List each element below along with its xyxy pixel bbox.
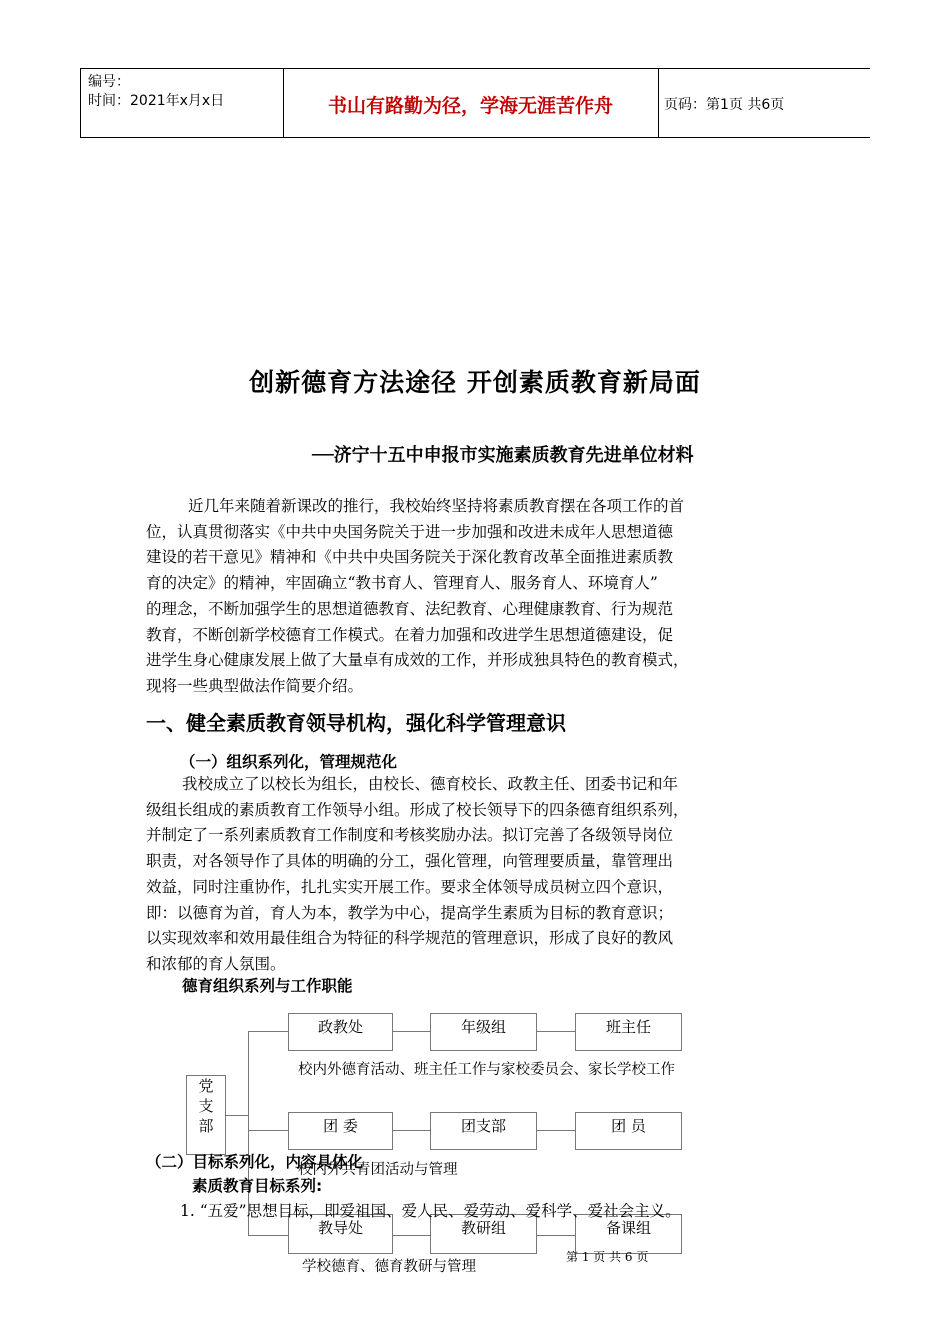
- header-page-info: 页码：第1页 共6页: [664, 97, 785, 113]
- chart-note: 学校德育、德育教研与管理: [302, 1259, 476, 1275]
- text-line: 进学生身心健康发展上做了大量卓有成效的工作，并形成独具特色的教育模式，: [146, 651, 689, 670]
- text-line: 现将一些典型做法作简要介绍。: [146, 676, 364, 695]
- header-divider: [80, 69, 81, 137]
- text-line: 以实现效率和效用最佳组合为特征的科学规范的管理意识，形成了良好的教风: [146, 929, 674, 948]
- text-line: 职责，对各领导作了具体的明确的分工，强化管理，向管理要质量，靠管理出: [146, 852, 674, 871]
- text-line: 并制定了一系列素质教育工作制度和考核奖励办法。拟订完善了各级领导岗位: [146, 826, 674, 845]
- chart-connector-line: [248, 1031, 288, 1032]
- page-footer: 第 1 页 共 6 页: [566, 1250, 649, 1264]
- subsection-heading: （二）目标系列化，内容具体化: [146, 1153, 364, 1171]
- header-motto: 书山有路勤为径，学海无涯苦作舟: [327, 95, 613, 117]
- chart-caption: 德育组织系列与工作职能: [182, 977, 353, 995]
- text-line: 级组长组成的素质教育工作领导小组。形成了校长领导下的四条德育组织系列，: [146, 800, 689, 819]
- header-meta: [88, 73, 224, 111]
- chart-connector-line: [537, 1031, 575, 1032]
- chart-box: 班主任: [575, 1013, 682, 1051]
- text-line: 近几年来随着新课改的推行，我校始终坚持将素质教育摆在各项工作的首: [188, 497, 685, 515]
- header-divider: [658, 69, 659, 137]
- chart-connector-line: [537, 1130, 575, 1131]
- page-header: [80, 68, 870, 138]
- intro-paragraph: [146, 494, 822, 700]
- subsection-heading: （一）组织系列化，管理规范化: [180, 753, 398, 771]
- chart-connector-line: [248, 1235, 288, 1236]
- chart-note: 校内外共青团活动与管理: [298, 1162, 458, 1178]
- chart-note: 校内外德育活动、班主任工作与家校委员会、家长学校工作: [298, 1062, 675, 1078]
- section-heading: 一、健全素质教育领导机构，强化科学管理意识: [146, 711, 566, 735]
- chart-connector-line: [537, 1235, 575, 1236]
- chart-box: 政教处: [288, 1013, 393, 1051]
- chart-box: 团 员: [575, 1112, 682, 1150]
- chart-box: 团 委: [288, 1112, 393, 1150]
- chart-box: 团支部: [430, 1112, 537, 1150]
- chart-box: 教研组: [430, 1214, 537, 1254]
- text-line: 建设的若干意见》精神和《中共中央国务院关于深化教育改革全面推进素质教: [146, 548, 674, 567]
- text-line: 教育，不断创新学校德育工作模式。在着力加强和改进学生思想道德建设，促: [146, 625, 674, 644]
- document-subtitle: ──济宁十五中申报市实施素质教育先进单位材料: [312, 445, 694, 466]
- text-line: 我校成立了以校长为组长，由校长、德育校长、政教主任、团委书记和年: [182, 775, 679, 793]
- text-line: 的理念，不断加强学生的思想道德教育、法纪教育、心理健康教育、行为规范: [146, 599, 674, 618]
- chart-connector-line: [226, 1115, 248, 1116]
- chart-root-label: 党 支 部: [198, 1077, 214, 1135]
- chart-connector-line: [248, 1130, 288, 1131]
- chart-box: 备课组: [575, 1214, 682, 1254]
- text-line: 效益，同时注重协作，扎扎实实开展工作。要求全体领导成员树立四个意识，: [146, 877, 674, 896]
- chart-connector-line: [393, 1031, 430, 1032]
- serial-label: 编号：: [88, 74, 130, 90]
- chart-root-box: [186, 1075, 226, 1155]
- list-item: 1. “五爱”思想目标，即爱祖国、爱人民、爱劳动、爱科学、爱社会主义。: [180, 1202, 681, 1220]
- chart-box: 年级组: [430, 1013, 537, 1051]
- chart-box: 教导处: [288, 1214, 393, 1254]
- list-label: 素质教育目标系列:: [192, 1177, 323, 1195]
- chart-connector-line: [393, 1130, 430, 1131]
- section-paragraph: [146, 772, 822, 978]
- text-line: 位，认真贯彻落实《中共中央国务院关于进一步加强和改进未成年人思想道德: [146, 522, 674, 541]
- text-line: 即：以德育为首，育人为本，教学为中心，提高学生素质为目标的教育意识；: [146, 903, 674, 922]
- text-line: 育的决定》的精神，牢固确立“教书育人、管理育人、服务育人、环境育人”: [146, 574, 658, 593]
- date-label: 时间：2021年x月x日: [88, 93, 225, 109]
- chart-connector-line: [393, 1235, 430, 1236]
- document-title: 创新德育方法途径 开创素质教育新局面: [249, 368, 701, 397]
- text-line: 和浓郁的育人氛围。: [146, 954, 286, 973]
